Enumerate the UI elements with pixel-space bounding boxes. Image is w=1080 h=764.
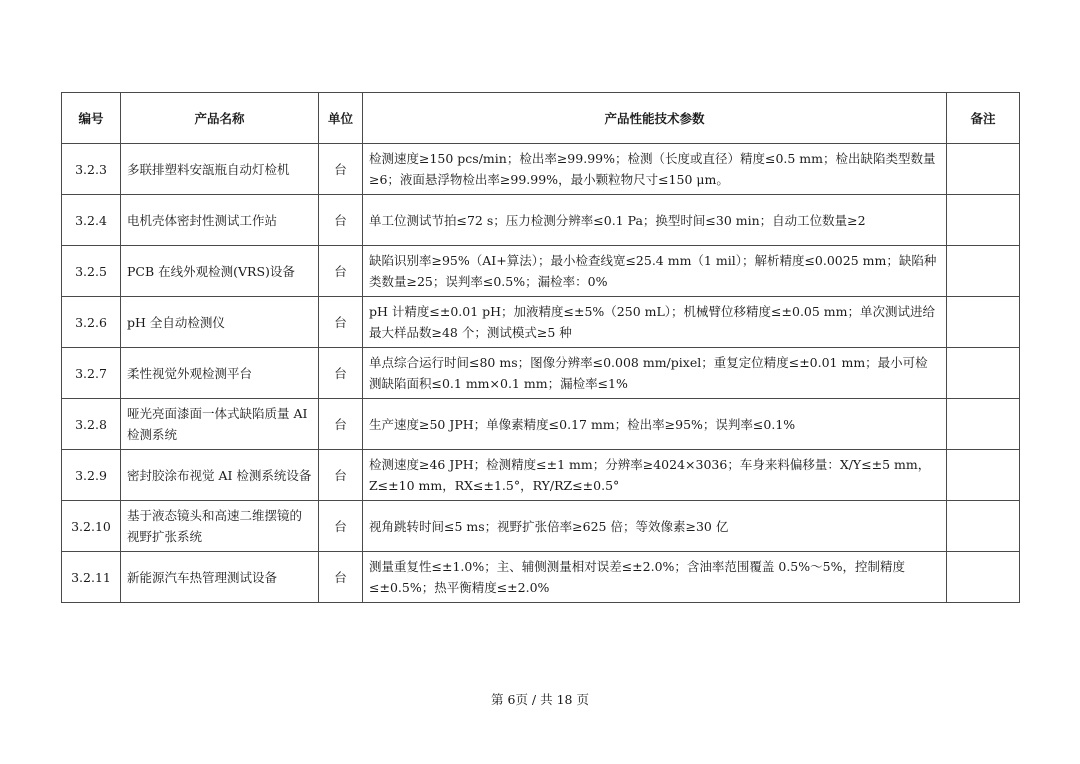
- cell-params: 检测速度≥150 pcs/min；检出率≥99.99%；检测（长度或直径）精度≤0.5 mm；检出缺陷类型数量≥6；液面悬浮物检出率≥99.99%，最小颗粒物尺寸≤150 μm。: [363, 144, 947, 195]
- cell-no: 3.2.10: [62, 501, 121, 552]
- table-row: [62, 399, 1020, 450]
- cell-product-name: 多联排塑料安瓿瓶自动灯检机: [121, 144, 319, 195]
- header-no: 编号: [62, 93, 121, 144]
- table-row: [62, 552, 1020, 603]
- cell-product-name: PCB 在线外观检测(VRS)设备: [121, 246, 319, 297]
- cell-no: 3.2.11: [62, 552, 121, 603]
- cell-product-name: 新能源汽车热管理测试设备: [121, 552, 319, 603]
- table-row: [62, 144, 1020, 195]
- header-params: 产品性能技术参数: [363, 93, 947, 144]
- cell-unit: 台: [319, 246, 363, 297]
- cell-params: 测量重复性≤±1.0%；主、辅侧测量相对误差≤±2.0%；含油率范围覆盖 0.5%～5%，控制精度≤±0.5%；热平衡精度≤±2.0%: [363, 552, 947, 603]
- cell-product-name: 哑光亮面漆面一体式缺陷质量 AI 检测系统: [121, 399, 319, 450]
- table-header-row: [62, 93, 1020, 144]
- cell-product-name: 密封胶涂布视觉 AI 检测系统设备: [121, 450, 319, 501]
- product-spec-table: [61, 92, 1020, 603]
- cell-unit: 台: [319, 144, 363, 195]
- cell-params: 缺陷识别率≥95%（AI+算法）；最小检查线宽≤25.4 mm（1 mil）；解析精度≤0.0025 mm；缺陷种类数量≥25；误判率≤0.5%；漏检率：0%: [363, 246, 947, 297]
- cell-unit: 台: [319, 195, 363, 246]
- table-body: [62, 144, 1020, 603]
- page-footer: 第 6页 / 共 18 页: [491, 692, 589, 707]
- cell-unit: 台: [319, 297, 363, 348]
- cell-remark: [947, 297, 1020, 348]
- cell-params: 单点综合运行时间≤80 ms；图像分辨率≤0.008 mm/pixel；重复定位精度≤±0.01 mm；最小可检测缺陷面积≤0.1 mm×0.1 mm；漏检率≤1%: [363, 348, 947, 399]
- cell-params: pH 计精度≤±0.01 pH；加液精度≤±5%（250 mL）；机械臂位移精度≤±0.05 mm；单次测试进给最大样品数≥48 个；测试模式≥5 种: [363, 297, 947, 348]
- table-row: [62, 348, 1020, 399]
- cell-no: 3.2.6: [62, 297, 121, 348]
- cell-no: 3.2.9: [62, 450, 121, 501]
- cell-remark: [947, 501, 1020, 552]
- cell-unit: 台: [319, 399, 363, 450]
- cell-remark: [947, 399, 1020, 450]
- header-unit: 单位: [319, 93, 363, 144]
- cell-unit: 台: [319, 552, 363, 603]
- cell-no: 3.2.5: [62, 246, 121, 297]
- cell-no: 3.2.3: [62, 144, 121, 195]
- table-row: [62, 450, 1020, 501]
- cell-product-name: 电机壳体密封性测试工作站: [121, 195, 319, 246]
- table-row: [62, 297, 1020, 348]
- cell-params: 检测速度≥46 JPH；检测精度≤±1 mm；分辨率≥4024×3036；车身来料偏移量：X/Y≤±5 mm，Z≤±10 mm，RX≤±1.5°，RY/RZ≤±0.5°: [363, 450, 947, 501]
- cell-remark: [947, 552, 1020, 603]
- cell-params: 单工位测试节拍≤72 s；压力检测分辨率≤0.1 Pa；换型时间≤30 min；自动工位数量≥2: [363, 195, 947, 246]
- cell-params: 视角跳转时间≤5 ms；视野扩张倍率≥625 倍；等效像素≥30 亿: [363, 501, 947, 552]
- cell-remark: [947, 144, 1020, 195]
- header-remark: 备注: [947, 93, 1020, 144]
- cell-unit: 台: [319, 348, 363, 399]
- table-row: [62, 246, 1020, 297]
- cell-no: 3.2.8: [62, 399, 121, 450]
- table-row: [62, 501, 1020, 552]
- cell-no: 3.2.4: [62, 195, 121, 246]
- header-name: 产品名称: [121, 93, 319, 144]
- cell-params: 生产速度≥50 JPH；单像素精度≤0.17 mm；检出率≥95%；误判率≤0.1%: [363, 399, 947, 450]
- cell-unit: 台: [319, 501, 363, 552]
- cell-unit: 台: [319, 450, 363, 501]
- table-row: [62, 195, 1020, 246]
- cell-remark: [947, 195, 1020, 246]
- cell-no: 3.2.7: [62, 348, 121, 399]
- cell-product-name: pH 全自动检测仪: [121, 297, 319, 348]
- cell-product-name: 基于液态镜头和高速二维摆镜的视野扩张系统: [121, 501, 319, 552]
- cell-remark: [947, 348, 1020, 399]
- cell-product-name: 柔性视觉外观检测平台: [121, 348, 319, 399]
- cell-remark: [947, 246, 1020, 297]
- cell-remark: [947, 450, 1020, 501]
